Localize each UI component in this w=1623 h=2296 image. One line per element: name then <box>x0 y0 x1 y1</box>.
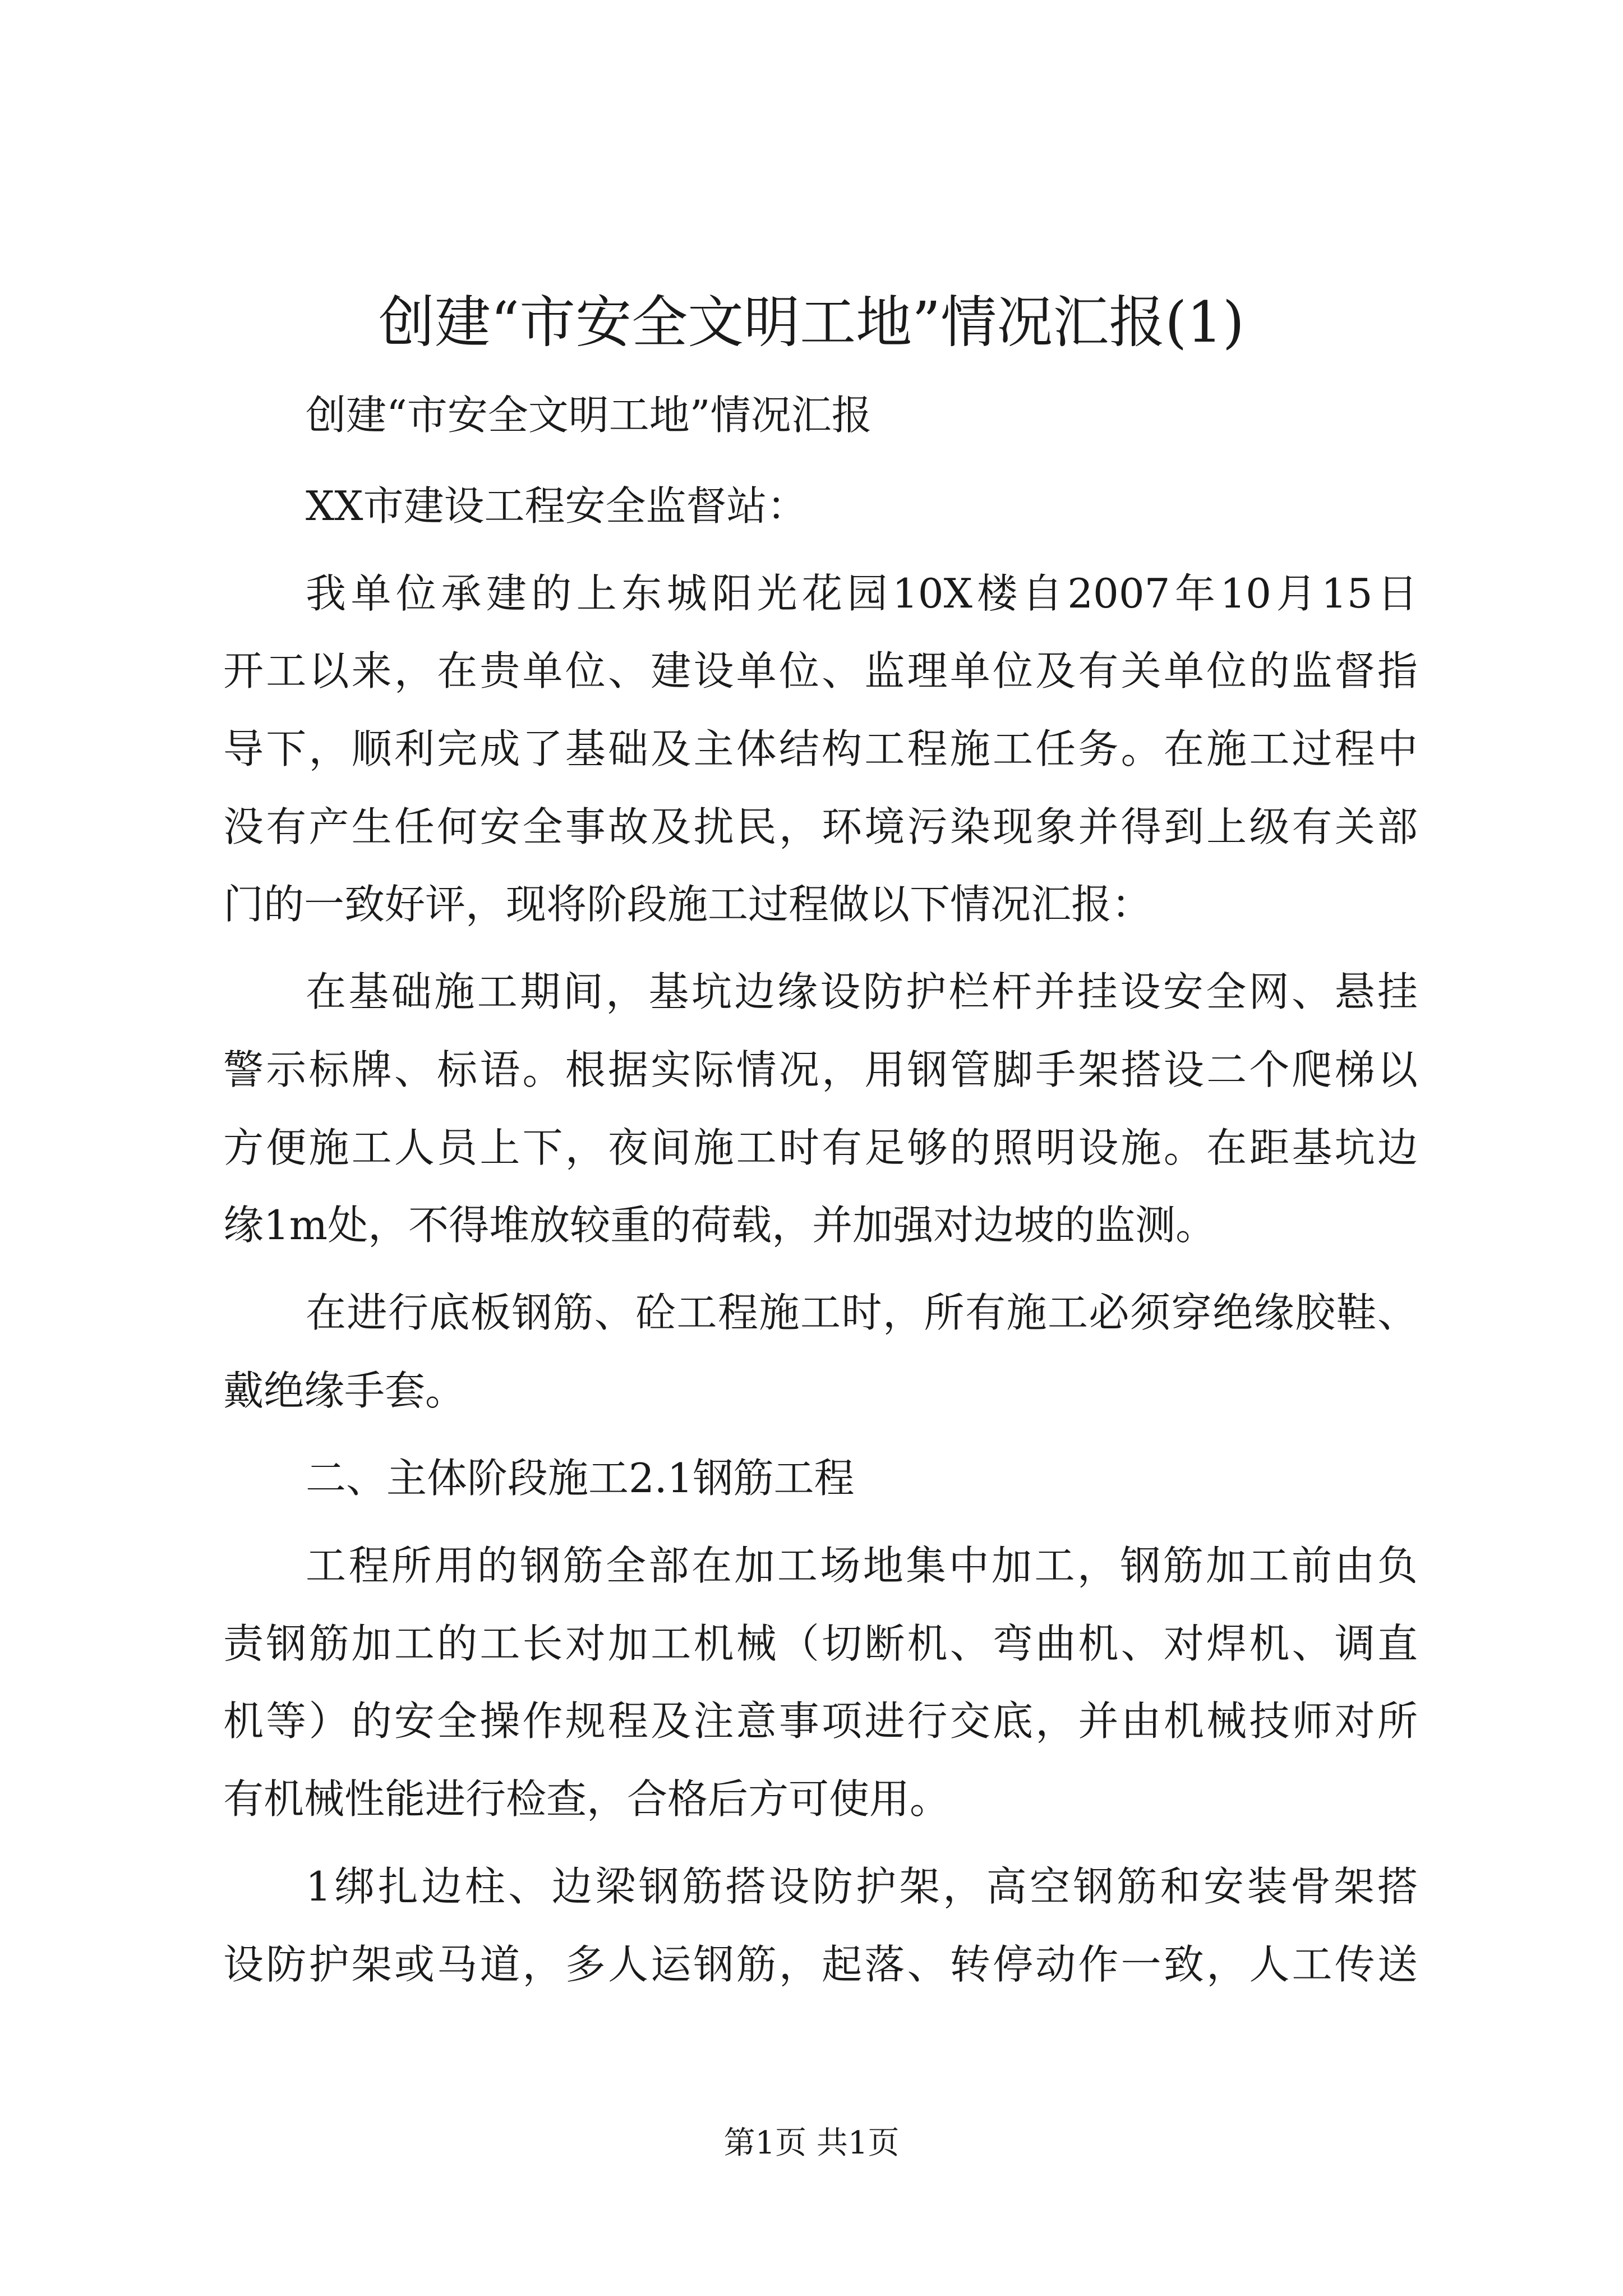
body-line: 导下，顺利完成了基础及主体结构工程施工任务。在施工过程中 <box>223 725 1418 772</box>
document-title: 创建“市安全文明工地”情况汇报(1) <box>379 289 1244 355</box>
body-line: 设防护架或马道，多人运钢筋，起落、转停动作一致，人工传送 <box>223 1941 1418 1988</box>
body-line: 警示标牌、标语。根据实际情况，用钢管脚手架搭设二个爬梯以 <box>223 1046 1418 1093</box>
body-line: 在基础施工期间，基坑边缘设防护栏杆并挂设安全网、悬挂 <box>306 968 1418 1015</box>
page-footer: 第1页 共1页 <box>723 2125 900 2161</box>
section-heading: 二、主体阶段施工2.1钢筋工程 <box>306 1455 855 1502</box>
body-line: 工程所用的钢筋全部在加工场地集中加工，钢筋加工前由负 <box>306 1542 1418 1589</box>
addressee-line: XX市建设工程安全监督站： <box>306 482 808 530</box>
body-line: 没有产生任何安全事故及扰民，环境污染现象并得到上级有关部 <box>223 803 1418 850</box>
body-line: 我单位承建的上东城阳光花园10X楼自2007年10月15日 <box>306 570 1418 617</box>
body-line: 责钢筋加工的工长对加工机械（切断机、弯曲机、对焊机、调直 <box>223 1620 1418 1667</box>
subtitle-line: 创建“市安全文明工地”情况汇报 <box>306 392 872 439</box>
body-line: 开工以来，在贵单位、建设单位、监理单位及有关单位的监督指 <box>223 647 1418 694</box>
body-line: 机等）的安全操作规程及注意事项进行交底，并由机械技师对所 <box>223 1697 1418 1745</box>
body-line: 有机械性能进行检查，合格后方可使用。 <box>223 1775 951 1823</box>
body-line: 方便施工人员上下，夜间施工时有足够的照明设施。在距基坑边 <box>223 1124 1418 1171</box>
body-line: 1绑扎边柱、边梁钢筋搭设防护架，高空钢筋和安装骨架搭 <box>306 1863 1418 1910</box>
body-line: 门的一致好评，现将阶段施工过程做以下情况汇报： <box>223 881 1152 928</box>
body-line: 在进行底板钢筋、砼工程施工时，所有施工必须穿绝缘胶鞋、 <box>306 1289 1418 1336</box>
body-line: 戴绝缘手套。 <box>223 1367 466 1414</box>
body-line: 缘1m处，不得堆放较重的荷载，并加强对边坡的监测。 <box>223 1202 1216 1249</box>
